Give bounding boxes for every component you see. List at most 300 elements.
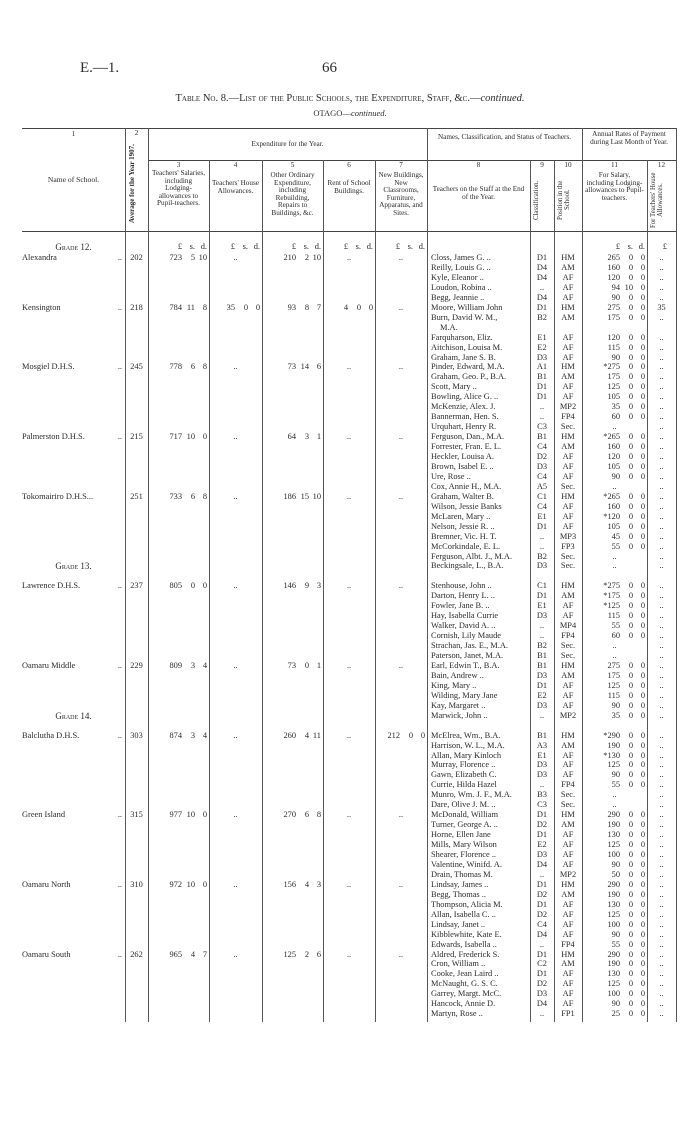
teacher-salary-pence: 0 bbox=[640, 999, 645, 1009]
teacher-name: Cox, Annie H., M.A. bbox=[431, 481, 502, 491]
teacher-salary-pounds: 35 bbox=[611, 402, 620, 412]
teacher-house-allowance: .. bbox=[659, 979, 664, 989]
teacher-position: AF bbox=[562, 521, 574, 531]
teacher-classification: C4 bbox=[537, 471, 547, 481]
school-salaries-pounds: 809 bbox=[169, 660, 182, 670]
school-average: 245 bbox=[130, 362, 143, 372]
teacher-position: AM bbox=[561, 262, 575, 272]
teacher-house-allowance: .. bbox=[659, 611, 664, 621]
teacher-salary-shillings: 0 bbox=[628, 541, 633, 551]
school-other-pounds: 93 bbox=[287, 302, 296, 312]
teacher-classification: D2 bbox=[536, 452, 548, 461]
teacher-name: McLaren, Mary .. bbox=[431, 511, 491, 521]
teacher-salary-pounds: 125 bbox=[607, 382, 620, 392]
teacher-classification: .. bbox=[539, 939, 545, 949]
teacher-house-allowance: .. bbox=[659, 412, 664, 422]
teacher-salary-shillings: 0 bbox=[628, 272, 633, 282]
teacher-salary-pounds: 90 bbox=[611, 700, 620, 710]
teacher-salary-pounds: 190 bbox=[607, 740, 620, 750]
school-average: 315 bbox=[130, 810, 143, 820]
school-other-pounds: 73 bbox=[287, 660, 296, 670]
teacher-salary-pounds: 130 bbox=[607, 969, 620, 979]
teacher-name: Reilly, Louis G. .. bbox=[431, 262, 491, 272]
school-new-buildings: .. bbox=[398, 879, 404, 889]
teacher-position: HM bbox=[561, 730, 575, 740]
teacher-name: Turner, George A. .. bbox=[431, 820, 498, 830]
teacher-salary-shillings: 0 bbox=[628, 939, 633, 949]
teacher-name: McElrea, Wm., B.A. bbox=[431, 730, 501, 740]
school-name bbox=[22, 492, 122, 502]
teacher-salary-pence: 0 bbox=[640, 591, 645, 601]
dot-leader: .. bbox=[117, 581, 122, 591]
teacher-house-allowance: .. bbox=[659, 750, 664, 760]
teacher-salary: .. bbox=[612, 641, 617, 651]
teacher-salary-pence: 0 bbox=[640, 840, 645, 850]
teacher-salary-pence: 0 bbox=[640, 760, 645, 770]
school-name bbox=[22, 432, 122, 442]
school-name-text: Green Island bbox=[22, 810, 66, 820]
teacher-classification: .. bbox=[539, 631, 545, 641]
teacher-house-allowance: .. bbox=[659, 899, 664, 909]
teacher-position: AM bbox=[561, 442, 575, 452]
school-salaries-shillings: 10 bbox=[186, 810, 195, 820]
school-salaries-pence: 8 bbox=[202, 362, 207, 372]
teacher-salary-pounds: 125 bbox=[607, 979, 620, 989]
teacher-classification: D2 bbox=[536, 820, 548, 830]
teacher-salary-pounds: 275 bbox=[607, 660, 620, 670]
teacher-classification: D1 bbox=[536, 899, 548, 909]
school-salaries-pounds: 717 bbox=[169, 432, 182, 442]
teacher-classification: B1 bbox=[537, 372, 547, 382]
teacher-name: Fowler, Jane B. .. bbox=[431, 601, 490, 611]
teacher-house-allowance: .. bbox=[659, 262, 664, 272]
teacher-house-allowance: .. bbox=[659, 521, 664, 531]
teacher-house-allowance: .. bbox=[659, 282, 664, 292]
teacher-salary-pence: 0 bbox=[640, 919, 645, 929]
teacher-name: M.A. bbox=[440, 322, 458, 332]
teacher-name: McNaught, G. S. C. bbox=[431, 979, 498, 989]
teacher-position: AF bbox=[562, 989, 574, 999]
teacher-classification: B1 bbox=[537, 432, 547, 442]
teacher-position: AF bbox=[562, 929, 574, 939]
school-house: .. bbox=[233, 660, 238, 670]
teacher-position: Sec. bbox=[560, 481, 576, 491]
teacher-salary-shillings: 0 bbox=[628, 402, 633, 412]
teacher-position: HM bbox=[561, 581, 575, 591]
teacher-name: Cooke, Jean Laird .. bbox=[431, 969, 499, 979]
school-salaries-pounds: 805 bbox=[169, 581, 182, 591]
teacher-salary-shillings: 0 bbox=[628, 919, 633, 929]
school-other-pence: 6 bbox=[316, 949, 321, 959]
teacher-salary-pounds: 90 bbox=[611, 929, 620, 939]
dot-leader: .. bbox=[117, 660, 122, 670]
teacher-classification: B2 bbox=[537, 641, 547, 651]
teacher-position: AF bbox=[562, 899, 574, 909]
school-other-pence: 10 bbox=[312, 491, 321, 501]
teacher-salary-shillings: 0 bbox=[628, 342, 633, 352]
teacher-position: AF bbox=[562, 511, 574, 521]
teacher-house-allowance: .. bbox=[659, 680, 664, 690]
teacher-salary-shillings: 0 bbox=[628, 362, 633, 372]
unit-shilling: s. bbox=[627, 242, 633, 251]
teacher-salary-pence: 0 bbox=[640, 690, 645, 700]
teacher-classification: D4 bbox=[536, 859, 548, 869]
teacher-classification: D3 bbox=[536, 850, 548, 859]
col-6-label: Rent of School Buildings. bbox=[327, 179, 371, 195]
teacher-position: HM bbox=[561, 810, 575, 820]
teacher-salary-shillings: 0 bbox=[628, 302, 633, 312]
teacher-salary-pence: 0 bbox=[640, 979, 645, 989]
teacher-classification: .. bbox=[539, 541, 545, 551]
teacher-salary-pence: 0 bbox=[640, 392, 645, 402]
teacher-salary-pence: 0 bbox=[640, 959, 645, 969]
school-rent: .. bbox=[346, 660, 352, 670]
teacher-salary-shillings: 0 bbox=[628, 989, 633, 999]
table-title-continued: continued. bbox=[480, 93, 525, 104]
teacher-classification: D1 bbox=[536, 591, 548, 601]
teacher-salary-pence: 0 bbox=[640, 541, 645, 551]
teacher-salary-shillings: 0 bbox=[628, 511, 633, 521]
dot-leader: .. bbox=[117, 253, 122, 262]
teacher-salary-pence: 0 bbox=[640, 1009, 645, 1019]
teacher-salary-pounds: 100 bbox=[607, 989, 620, 999]
teacher-salary-pounds: 115 bbox=[607, 342, 620, 352]
teacher-salary-shillings: 0 bbox=[628, 491, 633, 501]
school-other-pence: 3 bbox=[316, 581, 321, 591]
teacher-position: AF bbox=[562, 392, 574, 402]
teacher-name: Aitchison, Louisa M. bbox=[431, 342, 503, 352]
teacher-house-allowance: .. bbox=[659, 591, 664, 601]
teacher-classification: D1 bbox=[536, 253, 548, 262]
teacher-salary-pence: 0 bbox=[640, 670, 645, 680]
col-9-number: 9 bbox=[540, 161, 544, 169]
teacher-salary-shillings: 0 bbox=[628, 869, 633, 879]
teacher-position: FP4 bbox=[561, 412, 575, 422]
teacher-salary-pounds: 100 bbox=[607, 850, 620, 859]
col-3-label: Teachers' Salaries, including Lodging-allowances to Pupil-teachers. bbox=[151, 169, 206, 208]
teacher-name: Harrison, W. L., M.A. bbox=[431, 740, 505, 750]
school-house: .. bbox=[233, 581, 238, 591]
teacher-salary-shillings: 0 bbox=[628, 770, 633, 780]
teacher-name: Walker, David A. .. bbox=[431, 621, 496, 631]
teacher-salary-pence: 0 bbox=[640, 471, 645, 481]
teacher-house-allowance: .. bbox=[659, 342, 664, 352]
teacher-name: Graham, Geo. P., B.A. bbox=[431, 372, 507, 382]
teacher-salary-shillings: 0 bbox=[628, 840, 633, 850]
school-other-pounds: 260 bbox=[283, 730, 296, 740]
teacher-position: HM bbox=[561, 253, 575, 262]
teacher-position: AF bbox=[562, 859, 574, 869]
teacher-salary-shillings: 0 bbox=[628, 820, 633, 830]
school-salaries-shillings: 3 bbox=[190, 730, 195, 740]
table-top-rule bbox=[22, 128, 676, 129]
teacher-salary-shillings: 0 bbox=[628, 591, 633, 601]
teacher-salary-shillings: 0 bbox=[628, 631, 633, 641]
teacher-position: AF bbox=[562, 770, 574, 780]
teacher-position: Sec. bbox=[560, 422, 576, 432]
teacher-classification: D3 bbox=[536, 760, 548, 770]
teacher-salary-pounds: 90 bbox=[611, 471, 620, 481]
teacher-name: Murray, Florence .. bbox=[431, 760, 496, 770]
teacher-salary-pounds: 90 bbox=[611, 292, 620, 302]
school-average: 262 bbox=[130, 949, 143, 959]
school-salaries-shillings: 3 bbox=[190, 660, 195, 670]
teacher-salary-pounds: *265 bbox=[603, 491, 620, 501]
teacher-position: AF bbox=[562, 700, 574, 710]
teacher-house-allowance: .. bbox=[659, 621, 664, 631]
teacher-salary-pounds: *275 bbox=[603, 581, 620, 591]
teacher-classification: .. bbox=[539, 780, 545, 790]
teacher-house-allowance: .. bbox=[659, 909, 664, 919]
teacher-name: Darton, Henry L. .. bbox=[431, 591, 495, 601]
teacher-salary-pounds: 35 bbox=[611, 710, 620, 720]
teacher-house-allowance: .. bbox=[659, 999, 664, 1009]
teacher-position: AF bbox=[562, 471, 574, 481]
teacher-salary-shillings: 0 bbox=[628, 850, 633, 859]
teacher-house-allowance: .. bbox=[659, 800, 664, 810]
teacher-name: Begg, Thomas .. bbox=[431, 889, 486, 899]
teacher-classification: D2 bbox=[536, 979, 548, 989]
school-average: 251 bbox=[130, 491, 143, 501]
teacher-classification: D1 bbox=[536, 969, 548, 979]
teacher-house-allowance: .. bbox=[659, 272, 664, 282]
school-other-pence: 3 bbox=[316, 879, 321, 889]
teacher-house-allowance: .. bbox=[659, 850, 664, 859]
teacher-salary-shillings: 0 bbox=[628, 412, 633, 422]
teacher-name: Strachan, Jas. E., M.A. bbox=[431, 641, 508, 651]
teacher-salary-pence: 0 bbox=[640, 601, 645, 611]
teacher-salary-pounds: 90 bbox=[611, 770, 620, 780]
col-5-number: 5 bbox=[290, 161, 295, 169]
school-house: .. bbox=[233, 253, 238, 262]
teacher-salary-pence: 0 bbox=[640, 889, 645, 899]
teacher-name: Marwick, John .. bbox=[431, 710, 488, 720]
school-other-pence: 1 bbox=[316, 432, 321, 442]
school-other-pence: 11 bbox=[312, 730, 321, 740]
teacher-house-allowance: .. bbox=[659, 949, 664, 959]
teacher-position: AM bbox=[561, 820, 575, 830]
school-other-pounds: 186 bbox=[283, 491, 296, 501]
teacher-house-allowance: .. bbox=[659, 541, 664, 551]
school-other-pence: 7 bbox=[316, 302, 321, 312]
teacher-salary-pounds: 45 bbox=[611, 531, 620, 541]
teacher-name: Brown, Isabel E. .. bbox=[431, 461, 494, 471]
teacher-salary-shillings: 0 bbox=[628, 959, 633, 969]
teacher-position: AF bbox=[562, 292, 574, 302]
school-salaries-shillings: 10 bbox=[186, 432, 195, 442]
teacher-position: AF bbox=[562, 601, 574, 611]
teacher-salary-pounds: 125 bbox=[607, 680, 620, 690]
teacher-salary-pence: 0 bbox=[640, 332, 645, 342]
teacher-salary-pence: 0 bbox=[640, 859, 645, 869]
unit-shilling: s. bbox=[189, 242, 195, 251]
unit-shilling: s. bbox=[242, 242, 248, 251]
teacher-classification: D3 bbox=[536, 770, 548, 780]
teacher-classification: D1 bbox=[536, 830, 548, 840]
teacher-classification: E2 bbox=[537, 342, 547, 352]
teacher-salary-pence: 0 bbox=[640, 939, 645, 949]
teacher-salary-pence: 0 bbox=[640, 611, 645, 621]
teacher-name: McCorkindale, E. L. bbox=[431, 541, 501, 551]
school-new-buildings: .. bbox=[398, 949, 404, 959]
teacher-position: AF bbox=[562, 342, 574, 352]
teacher-house-allowance: .. bbox=[659, 382, 664, 392]
teacher-salary-pounds: 115 bbox=[607, 690, 620, 700]
school-rent: .. bbox=[346, 810, 352, 820]
teacher-salary-shillings: 0 bbox=[628, 750, 633, 760]
school-salaries-shillings: 6 bbox=[190, 362, 195, 372]
school-salaries-pence: 7 bbox=[202, 949, 207, 959]
teacher-position: FP4 bbox=[561, 939, 575, 949]
teacher-salary-shillings: 0 bbox=[628, 660, 633, 670]
teacher-salary-pounds: 90 bbox=[611, 352, 620, 362]
teacher-classification: C4 bbox=[537, 501, 547, 511]
teacher-salary-shillings: 0 bbox=[628, 461, 633, 471]
teacher-salary-shillings: 0 bbox=[628, 621, 633, 631]
teacher-salary-pence: 0 bbox=[640, 949, 645, 959]
teacher-position: MP3 bbox=[559, 531, 577, 541]
teacher-name: Beckingsale, L., B.A. bbox=[431, 561, 504, 571]
teacher-house-allowance: .. bbox=[659, 710, 664, 720]
col-6-number: 6 bbox=[347, 161, 351, 169]
teacher-name: Hancock, Annie D. bbox=[431, 999, 496, 1009]
school-rent: .. bbox=[346, 879, 352, 889]
teacher-salary-pence: 0 bbox=[640, 631, 645, 641]
teacher-classification: .. bbox=[539, 402, 545, 412]
school-rent: .. bbox=[346, 949, 352, 959]
teacher-classification: .. bbox=[539, 531, 545, 541]
page-number: 66 bbox=[322, 60, 337, 76]
school-salaries-pence: 8 bbox=[202, 302, 207, 312]
teacher-salary-shillings: 0 bbox=[628, 521, 633, 531]
school-other-shillings: 2 bbox=[304, 253, 309, 262]
teacher-salary-shillings: 0 bbox=[628, 859, 633, 869]
school-house: .. bbox=[233, 362, 238, 372]
teacher-salary-pence: 0 bbox=[640, 372, 645, 382]
teacher-name: Garrey, Margt. McC. bbox=[431, 989, 502, 999]
school-new-buildings: .. bbox=[398, 581, 404, 591]
school-salaries-pence: 0 bbox=[202, 432, 207, 442]
teacher-classification: A1 bbox=[536, 362, 548, 372]
teacher-classification: E1 bbox=[537, 750, 547, 760]
school-other-pence: 6 bbox=[316, 362, 321, 372]
col-4-number: 4 bbox=[233, 161, 238, 169]
teacher-house-allowance: .. bbox=[659, 461, 664, 471]
teacher-position: AM bbox=[561, 372, 575, 382]
teacher-salary-pence: 0 bbox=[640, 660, 645, 670]
school-other-pounds: 156 bbox=[283, 879, 296, 889]
unit-pence: d. bbox=[366, 242, 373, 251]
school-salaries-shillings: 0 bbox=[190, 581, 195, 591]
teacher-position: Sec. bbox=[560, 651, 576, 660]
teacher-house-allowance: .. bbox=[659, 372, 664, 382]
teacher-house-allowance: .. bbox=[659, 491, 664, 501]
teacher-classification: C4 bbox=[537, 442, 547, 452]
school-name-text: Palmerston D.H.S. bbox=[22, 432, 85, 442]
teacher-salary-pence: 0 bbox=[640, 352, 645, 362]
col-12-label: For Teachers' House Allowances. bbox=[650, 172, 664, 228]
teacher-house-allowance: .. bbox=[659, 631, 664, 641]
teacher-classification: D4 bbox=[536, 929, 548, 939]
teacher-salary-pence: 0 bbox=[640, 262, 645, 272]
teacher-house-allowance: .. bbox=[659, 1009, 664, 1019]
teacher-salary-pence: 0 bbox=[640, 879, 645, 889]
teacher-house-allowance: .. bbox=[659, 690, 664, 700]
teacher-name: Farquharson, Eliz. bbox=[431, 332, 493, 342]
unit-shilling: s. bbox=[407, 242, 413, 251]
teacher-house-allowance: .. bbox=[659, 471, 664, 481]
col-2-label: Average for the Year 1907. bbox=[128, 144, 136, 224]
teacher-house-allowance: .. bbox=[659, 531, 664, 541]
teacher-position: AF bbox=[562, 840, 574, 850]
school-other-pounds: 64 bbox=[287, 432, 296, 442]
teacher-house-allowance: .. bbox=[659, 859, 664, 869]
teacher-salary-pounds: 105 bbox=[607, 392, 620, 402]
school-salaries-pounds: 778 bbox=[169, 362, 182, 372]
teacher-salary-pence: 0 bbox=[640, 621, 645, 631]
teacher-house-allowance: .. bbox=[659, 332, 664, 342]
teacher-salary-pence: 0 bbox=[640, 740, 645, 750]
teacher-name: Gawn, Elizabeth C. bbox=[431, 770, 497, 780]
school-other-shillings: 8 bbox=[304, 302, 309, 312]
grade-heading: Grade 14. bbox=[55, 710, 92, 721]
unit-pence: d. bbox=[418, 242, 425, 251]
teacher-classification: E1 bbox=[537, 601, 547, 611]
teacher-salary-pounds: *120 bbox=[603, 511, 620, 521]
teacher-position: AF bbox=[562, 919, 574, 929]
school-new-buildings-pounds: 212 bbox=[387, 730, 400, 740]
school-salaries-pence: 0 bbox=[202, 879, 207, 889]
teacher-salary-pounds: 275 bbox=[607, 302, 620, 312]
teacher-salary-shillings: 0 bbox=[628, 670, 633, 680]
teacher-name: Dare, Olive J. M. .. bbox=[431, 800, 496, 810]
teacher-position: AM bbox=[561, 889, 575, 899]
unit-shilling: s. bbox=[303, 242, 309, 251]
teacher-name: Valentine, Winifd. A. bbox=[431, 859, 502, 869]
school-house: .. bbox=[233, 432, 238, 442]
teacher-classification: .. bbox=[539, 710, 545, 720]
teacher-name: Edwards, Isabella .. bbox=[431, 939, 497, 949]
teacher-classification: C4 bbox=[537, 919, 547, 929]
teacher-name: Aldred, Frederick S. bbox=[431, 949, 500, 959]
teacher-classification: A3 bbox=[536, 740, 548, 750]
teacher-position: MP2 bbox=[559, 710, 577, 720]
teacher-salary-pounds: 60 bbox=[611, 631, 620, 641]
teacher-salary: .. bbox=[612, 422, 617, 432]
teacher-house-allowance: .. bbox=[659, 392, 664, 402]
teacher-salary-pence: 0 bbox=[640, 253, 645, 262]
header-mid-rule bbox=[148, 160, 676, 161]
col-11-label: For Salary, including Lodging-allowances to Pupil-teachers. bbox=[585, 171, 644, 202]
header-bottom-rule bbox=[22, 231, 676, 232]
school-name bbox=[22, 731, 122, 741]
school-name-text: Mosgiel D.H.S. bbox=[22, 362, 75, 372]
school-name bbox=[22, 303, 122, 313]
teacher-position: HM bbox=[561, 879, 575, 889]
teacher-salary-pounds: 100 bbox=[607, 919, 620, 929]
teacher-salary-shillings: 0 bbox=[628, 969, 633, 979]
teacher-salary-pence: 0 bbox=[640, 680, 645, 690]
col-8-number: 8 bbox=[476, 161, 481, 169]
teacher-position: MP4 bbox=[559, 621, 577, 631]
teacher-classification: C3 bbox=[537, 800, 547, 810]
teacher-salary-pence: 0 bbox=[640, 342, 645, 352]
teacher-name: Horne, Ellen Jane bbox=[431, 830, 491, 840]
school-name-text: Oamaru Middle bbox=[22, 660, 76, 670]
teacher-name: Graham, Jane S. B. bbox=[431, 352, 496, 362]
region-continued: continued. bbox=[350, 108, 387, 118]
teacher-house-allowance: .. bbox=[659, 581, 664, 591]
